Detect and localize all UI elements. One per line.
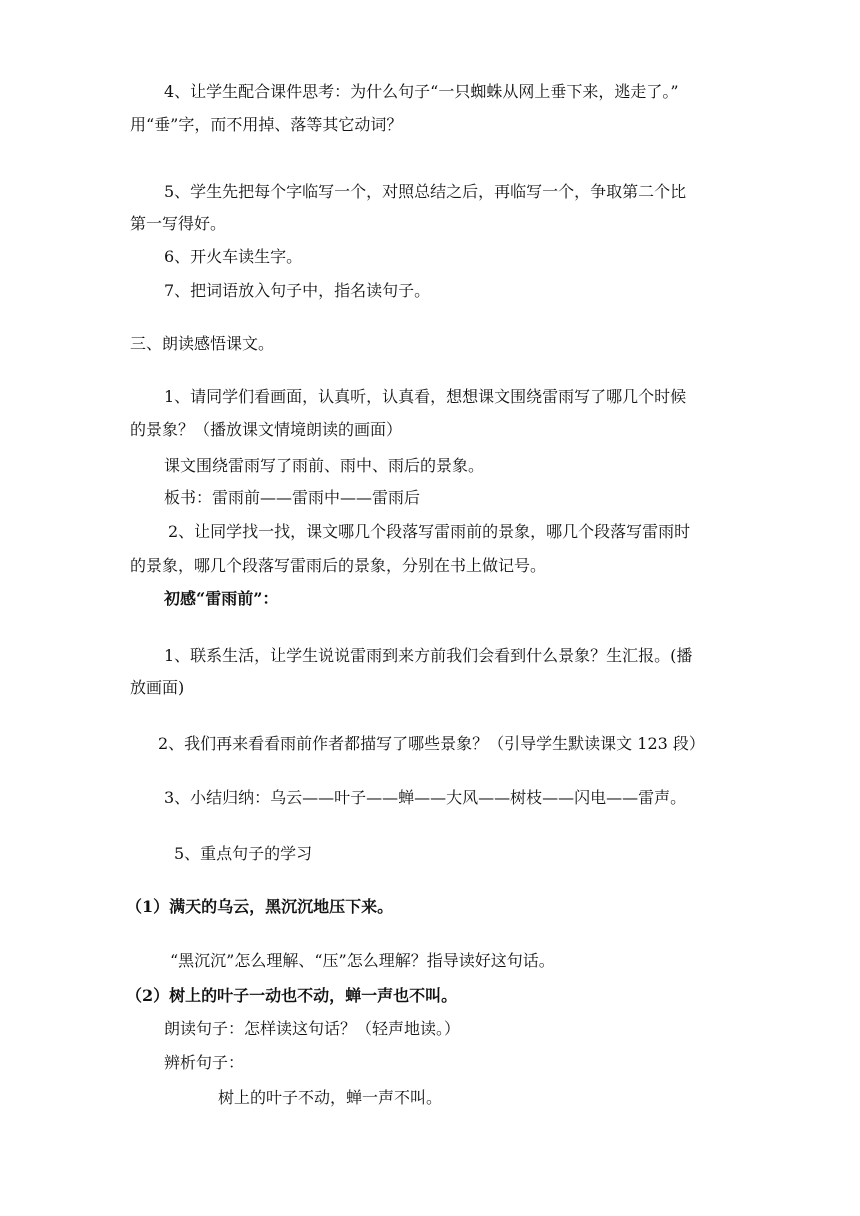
paragraph-line: 7、把词语放入句子中，指名读句子。	[164, 281, 431, 300]
paragraph-line: 4、让学生配合课件思考：为什么句子“一只蜘蛛从网上垂下来，逃走了。”	[164, 82, 679, 101]
paragraph-line: 用“垂”字，而不用掉、落等其它动词？	[130, 115, 403, 134]
paragraph-line: 1、请同学们看画面，认真听，认真看，想想课文围绕雷雨写了哪几个时候	[164, 387, 687, 406]
paragraph-line: 6、开火车读生字。	[164, 247, 303, 266]
key-sentence: （2）树上的叶子一动也不动，蝉一声也不叫。	[126, 986, 458, 1005]
paragraph-line: 朗读句子：怎样读这句话？（轻声地读。）	[164, 1019, 461, 1038]
subheading: 初感“雷雨前”：	[164, 589, 279, 608]
paragraph-line: “黑沉沉”怎么理解、“压”怎么理解？指导读好这句话。	[170, 951, 555, 970]
paragraph-line: 5、重点句子的学习	[174, 844, 313, 863]
paragraph-line: 2、我们再来看看雨前作者都描写了哪些景象？（引导学生默读课文 123 段）	[158, 734, 705, 753]
paragraph-line: 第一写得好。	[130, 214, 227, 233]
section-heading: 三、朗读感悟课文。	[130, 334, 275, 353]
paragraph-line: 2、让同学找一找，课文哪几个段落写雷雨前的景象，哪几个段落写雷雨时	[168, 522, 691, 541]
key-sentence: （1）满天的乌云，黑沉沉地压下来。	[126, 897, 394, 916]
paragraph-line: 放画面)	[130, 678, 185, 697]
paragraph-line: 辨析句子：	[164, 1053, 245, 1072]
blackboard-note: 板书：雷雨前——雷雨中——雷雨后	[164, 488, 421, 507]
paragraph-line: 课文围绕雷雨写了雨前、雨中、雨后的景象。	[164, 456, 485, 475]
paragraph-line: 的景象？（播放课文情境朗读的画面）	[130, 420, 403, 439]
paragraph-line: 3、小结归纳：乌云——叶子——蝉——大风——树枝——闪电——雷声。	[164, 788, 687, 807]
paragraph-line: 的景象，哪几个段落写雷雨后的景象，分别在书上做记号。	[130, 556, 547, 575]
paragraph-line: 5、学生先把每个字临写一个，对照总结之后，再临写一个，争取第二个比	[164, 182, 687, 201]
paragraph-line: 1、联系生活，让学生说说雷雨到来方前我们会看到什么景象？生汇报。(播	[164, 646, 693, 665]
example-sentence: 树上的叶子不动，蝉一声不叫。	[218, 1088, 443, 1107]
